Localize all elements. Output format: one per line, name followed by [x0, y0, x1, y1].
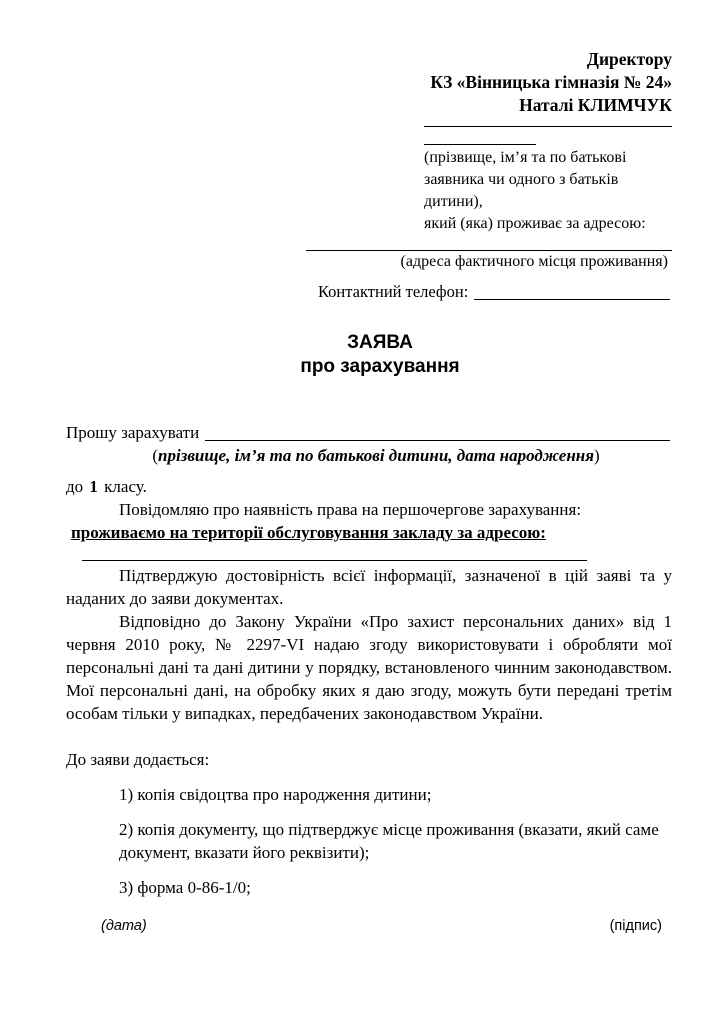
- phone-row: [318, 281, 672, 303]
- child-name-caption: [66, 444, 672, 467]
- blank-line-applicant-name-1: [424, 117, 672, 127]
- signature-footer: [66, 916, 672, 936]
- attachment-item: 3) форма 0-86-1/0;: [119, 878, 251, 897]
- data-consent-paragraph: Відповідно до Закону України «Про захист персональних даних» від 1 червня 2010 року, № 2297-VI надаю згоду використовувати і обробляти мої персональні дані та дані дитини у порядку, встановленого чинним законодавством. Мої персональні дані, на обробку яких я даю згоду, можуть бути передані третім особам тільки у випадках, передбачених законодавством України.: [66, 612, 672, 723]
- blank-line-phone: [474, 281, 670, 300]
- attachment-item: 1) копія свідоцтва про народження дитини;: [119, 785, 432, 804]
- date-label: (дата): [101, 918, 147, 934]
- recipient-institution: КЗ «Вінницька гімназія № 24»: [430, 72, 672, 92]
- attachment-item: 2) копія документу, що підтверджує місце проживання (вказати, який саме документ, вказати його реквізити);: [119, 820, 659, 862]
- priority-reason-line: [66, 521, 672, 544]
- caption-paren-open: (: [152, 446, 159, 465]
- priority-notice: Повідомляю про наявність права на першочергове зарахування:: [119, 500, 582, 519]
- grade-prefix: до: [66, 477, 88, 496]
- recipient-name: Наталі КЛИМЧУК: [519, 95, 672, 115]
- attachments-heading: До заяви додається:: [66, 750, 210, 769]
- priority-reason: проживаємо на території обслуговування закладу за адресою:: [71, 523, 546, 542]
- blank-line-child-name: [205, 421, 670, 441]
- applicant-caption-line: заявника чи одного з батьків дитини),: [424, 171, 619, 210]
- title-line-2: про зарахування: [300, 356, 460, 377]
- recipient-block: [66, 48, 672, 117]
- confirmation-paragraph: Підтверджую достовірність всієї інформації, зазначеної в цій заяві та у наданих до заяви документах.: [66, 566, 672, 608]
- applicant-block: [424, 117, 672, 235]
- title-line-1: ЗАЯВА: [347, 332, 413, 353]
- blank-line-priority-address: [82, 544, 587, 561]
- grade-line: [66, 475, 672, 498]
- address-caption: (адреса фактичного місця проживання): [400, 253, 668, 270]
- request-row: [66, 421, 672, 444]
- signature-label: (підпис): [609, 918, 662, 934]
- blank-line-address: [306, 235, 672, 251]
- phone-label: Контактний телефон:: [318, 282, 469, 301]
- grade-number: 1: [89, 477, 98, 496]
- request-label: Прошу зарахувати: [66, 423, 200, 442]
- grade-suffix: класу.: [99, 477, 147, 496]
- applicant-caption-line: який (яка) проживає за адресою:: [424, 215, 646, 232]
- recipient-position: Директору: [586, 49, 672, 69]
- caption-paren-close: ): [593, 446, 600, 465]
- caption-text: прізвище, ім’я та по батькові дитини, дата народження: [158, 446, 594, 465]
- applicant-caption-line: (прізвище, ім’я та по батькові: [424, 149, 627, 166]
- document-title: [66, 331, 672, 379]
- blank-line-applicant-name-2: [424, 127, 536, 145]
